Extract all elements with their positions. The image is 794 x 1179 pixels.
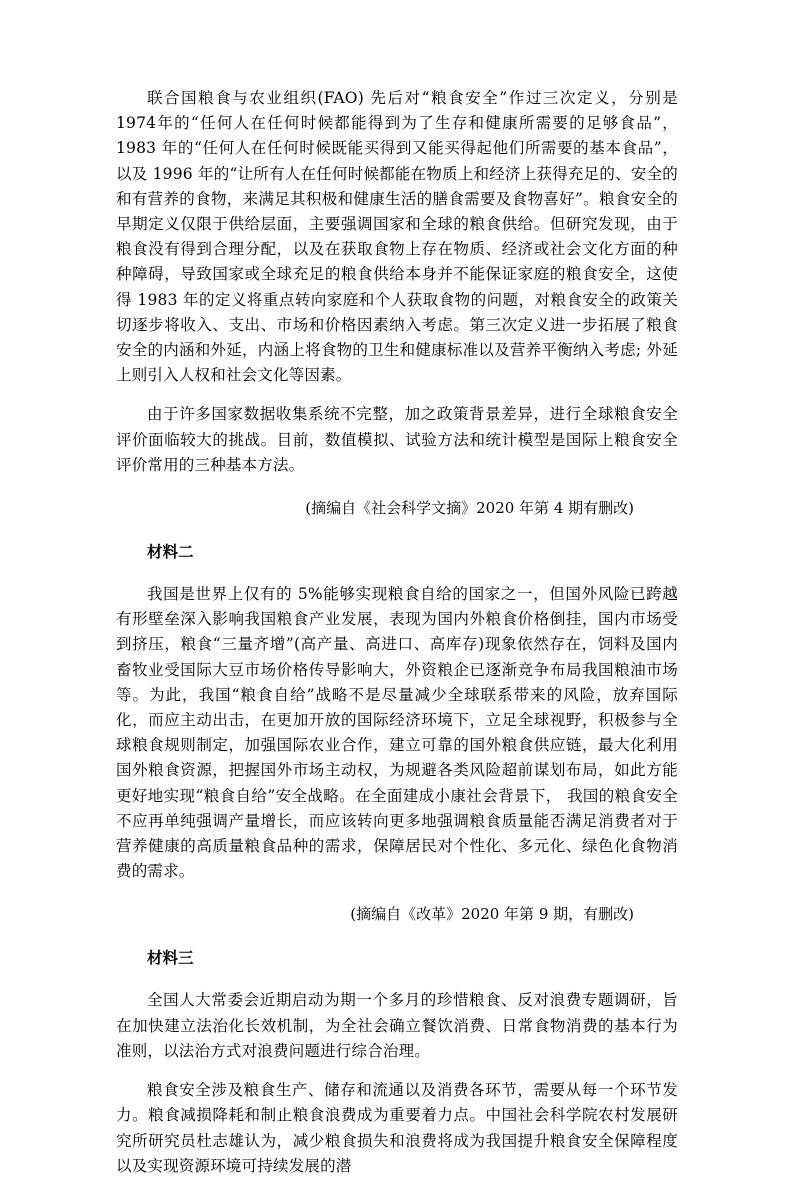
material2-paragraph-1: 我国是世界上仅有的 5%能够实现粮食自给的国家之一，但国外风险已跨越有形壁垒深入影响我国粮食产业发展，表现为国内外粮食价格倒挂，国内市场受到挤压，粮食“三量齐增”(高产量、高进口、高库存)现象依然存在，饲料及国内畜牧业受国际大豆市场价格传导影响大，外资粮企已逐渐竞争布局我国粮油市场等。为此，我国“粮食自给”战略不是尽量减少全球联系带来的风险，放弃国际化，而应主动出击，在更加开放的国际经济环境下，立足全球视野，积极参与全球粮食规则制定，加强国际农业合作，建立可靠的国外粮食供应链，最大化利用国外粮食资源，把握国外市场主动权，为规避各类风险超前谋划布局，如此方能更好地实现“粮食自给”安全战略。在全面建成小康社会背景下， 我国的粮食安全不应再单纯强调产量增长，而应该转向更多地强调粮食质量能否满足消费者对于营养健康的高质量粮食品种的需求，保障居民对个性化、多元化、绿色化食物消费的需求。 [116, 585, 678, 881]
material1-paragraph-1: 联合国粮食与农业组织(FAO) 先后对“粮食安全”作过三次定义，分别是 1974年的“任何人在任何时候都能得到为了生存和健康所需要的足够食品”，1983 年的“任何人在任何时候既能买得到又能买得起他们所需要的基本食品”，以及 1996 年的“让所有人在任何时候都能在物质上和经济上获得充足的、安全的和有营养的食物，来满足其积极和健康生活的膳食需要及食物喜好”。粮食安全的早期定义仅限于供给层面，主要强调国家和全球的粮食供给。但研究发现，由于粮食没有得到合理分配，以及在获取食物上存在物质、经济或社会文化方面的种种障碍，导致国家或全球充足的粮食供给本身并不能保证家庭的粮食安全，这使得 1983 年的定义将重点转向家庭和个人获取食物的问题，对粮食安全的政策关切逐步将收入、支出、市场和价格因素纳入考虑。第三次定义进一步拓展了粮食安全的内涵和外延，内涵上将食物的卫生和健康标准以及营养平衡纳入考虑; 外延上则引入人权和社会文化等因素。 [116, 89, 678, 385]
material3-paragraph-1: 全国人大常委会近期启动为期一个多月的珍惜粮食、反对浪费专题调研，旨在加快建立法治化长效机制，为全社会确立餐饮消费、日常食物消费的基本行为准则，以法治方式对浪费问题进行综合治理。 [116, 991, 678, 1060]
material3-heading: 材料三 [147, 948, 194, 968]
material1-source: (摘编自《社会科学文摘》2020 年第 4 期有删改) [305, 499, 634, 518]
material1-paragraph-2: 由于许多国家数据收集系统不完整，加之政策背景差异，进行全球粮食安全评价面临较大的挑战。目前，数值模拟、试验方法和统计模型是国际上粮食安全评价常用的三种基本方法。 [116, 405, 678, 474]
material3-paragraph-2: 粮食安全涉及粮食生产、储存和流通以及消费各环节，需要从每一个环节发力。粮食减损降耗和制止粮食浪费成为重要着力点。中国社会科学院农村发展研究所研究员杜志雄认为，减少粮食损失和浪费将成为我国提升粮食安全保障程度以及实现资源环境可持续发展的潜 [116, 1081, 678, 1175]
material2-source: (摘编自《改革》2020 年第 9 期，有删改) [350, 905, 634, 924]
material2-heading: 材料二 [147, 542, 194, 562]
